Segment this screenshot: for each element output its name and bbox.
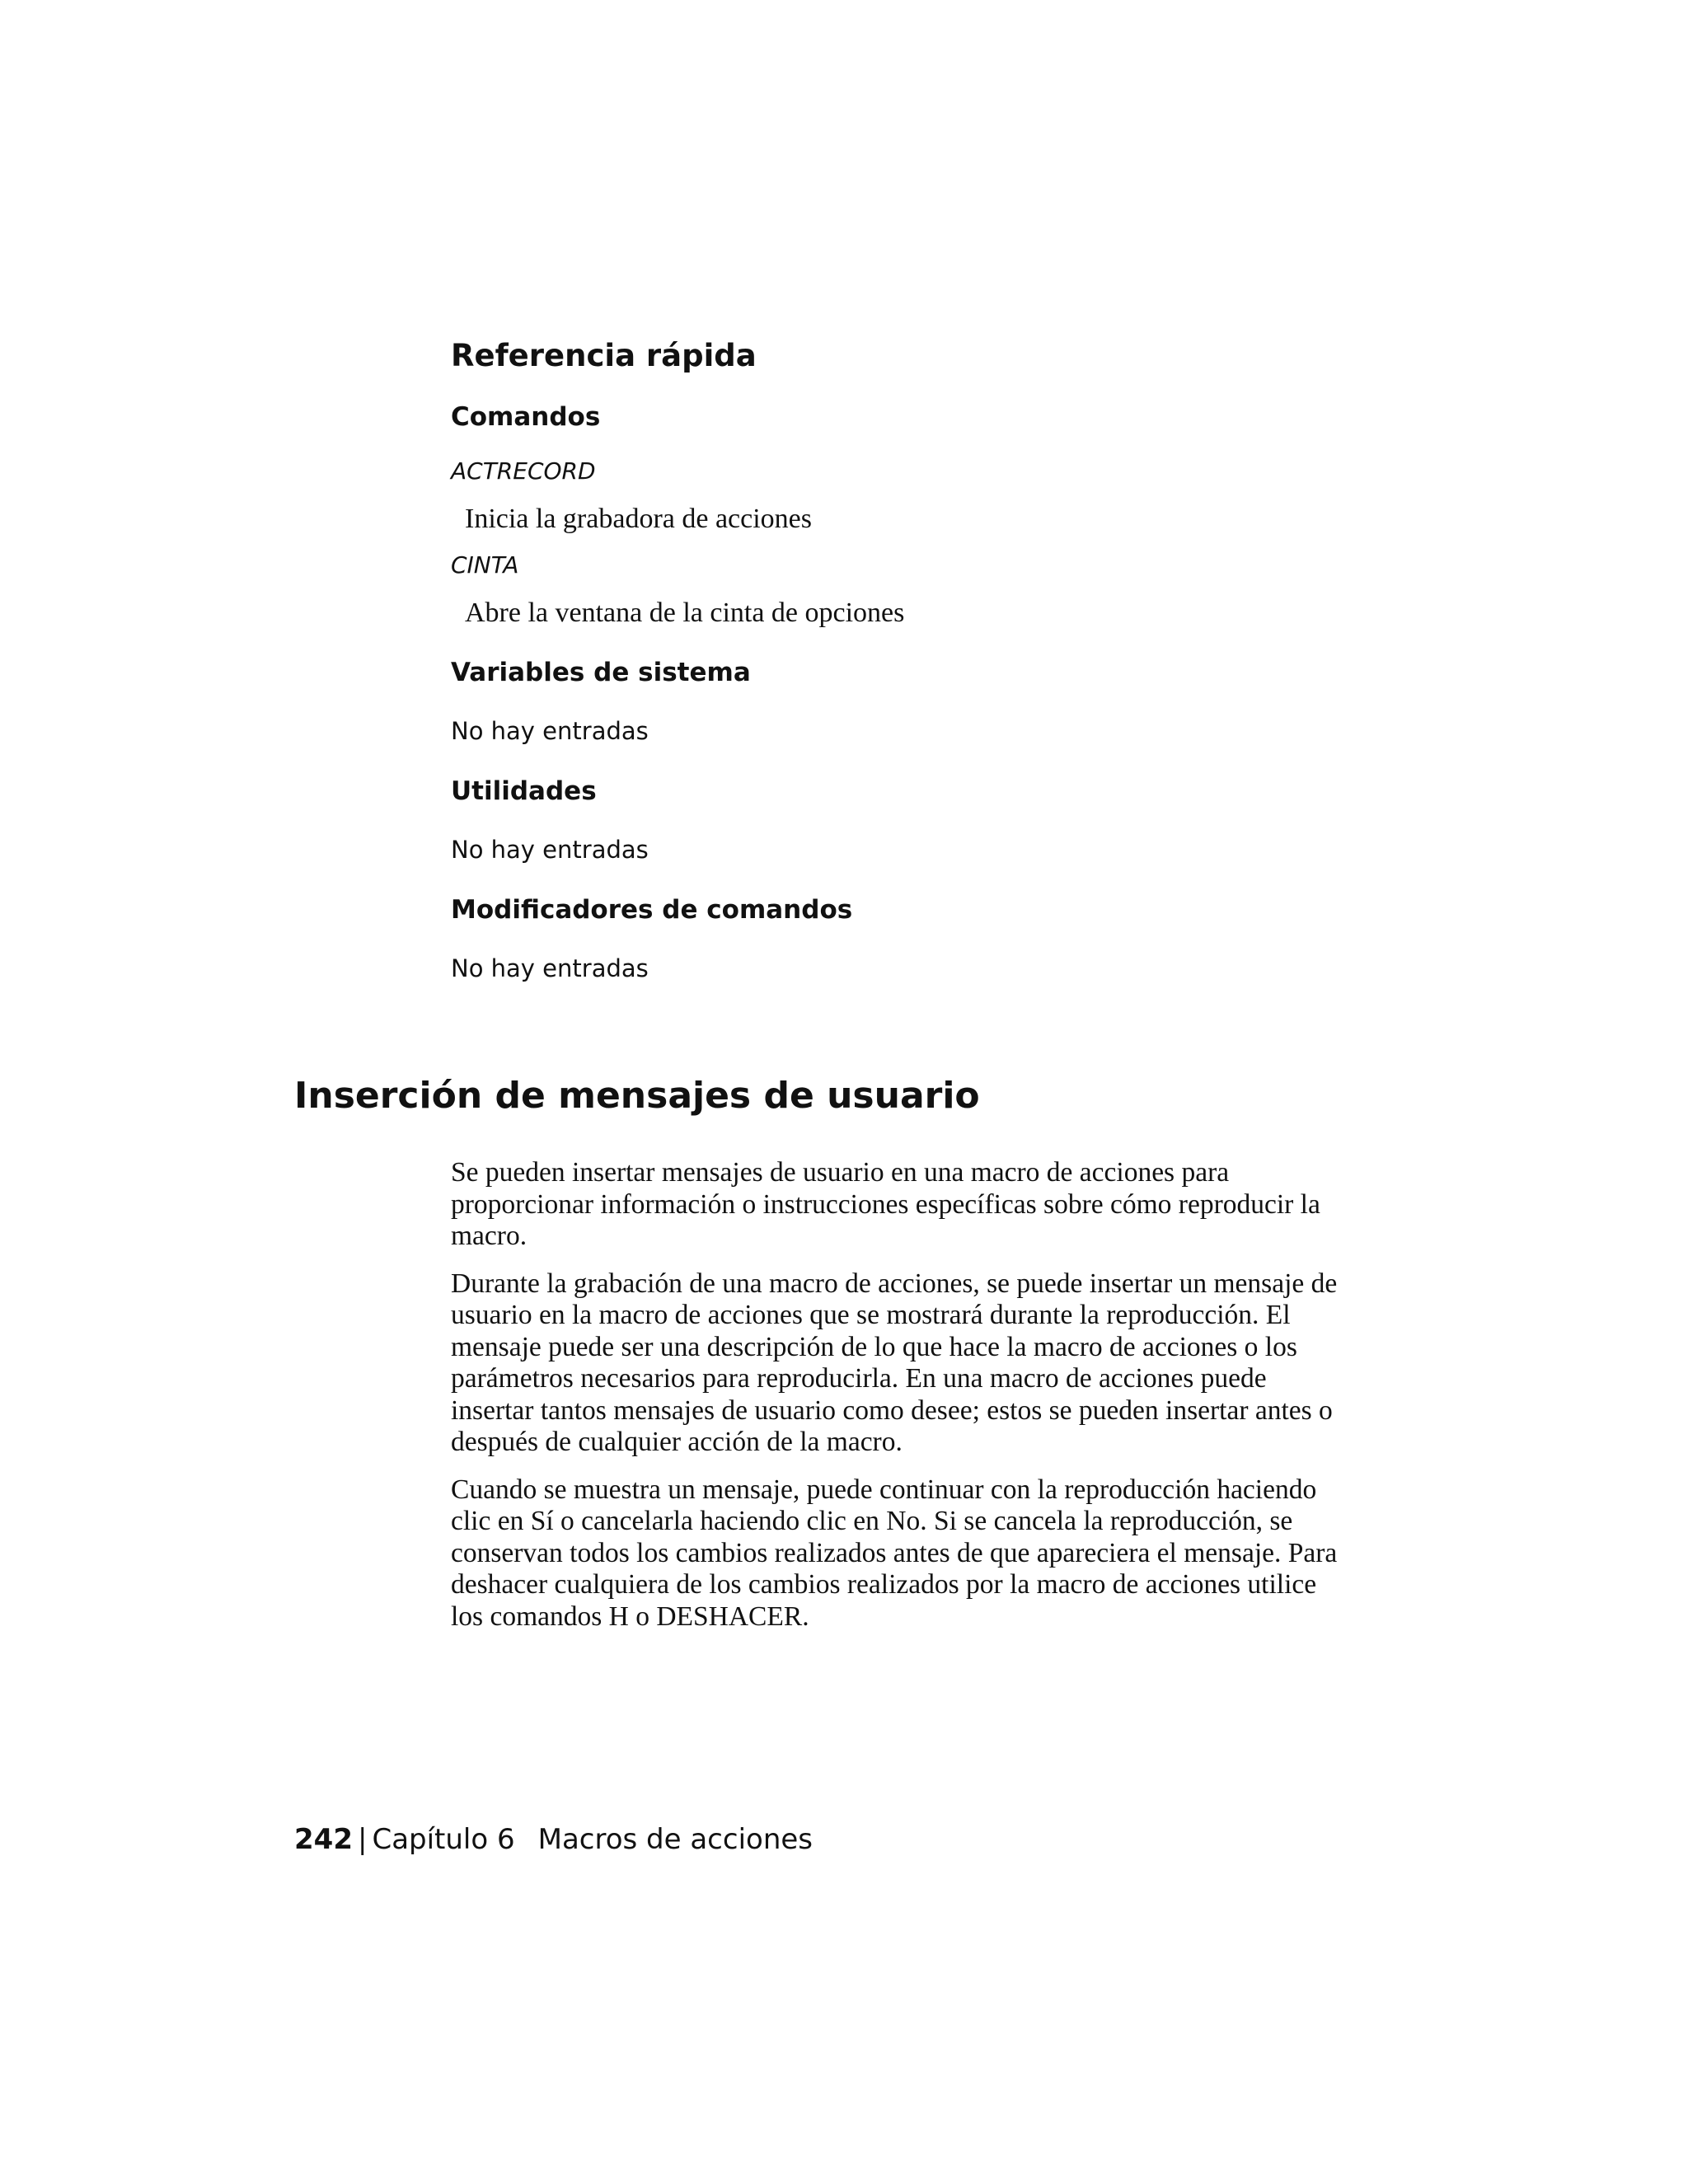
body-paragraph: Se pueden insertar mensajes de usuario en una macro de acciones para proporcionar información o instrucciones específicas sobre cómo reproducir la macro. bbox=[451, 1157, 1320, 1251]
body-paragraph: Durante la grabación de una macro de acciones, se puede insertar un mensaje de usuario en la macro de acciones que se mostrará durante la reproducción. El mensaje puede ser una descripción de lo que hace la macro de acciones o los parámetros necesarios para reproducirla. En una macro de acciones puede insertar tantos mensajes de usuario como desee; estos se pueden insertar antes o después de cualquier acción de la macro. bbox=[451, 1268, 1338, 1457]
command-item bbox=[451, 551, 1341, 631]
command-name: CINTA bbox=[451, 551, 519, 579]
command-description: Abre la ventana de la cinta de opciones bbox=[465, 598, 905, 628]
command-name: ACTRECORD bbox=[451, 457, 596, 485]
chapter-title: Macros de acciones bbox=[537, 1823, 814, 1856]
footer-separator: | bbox=[357, 1823, 368, 1856]
page-number: 242 bbox=[294, 1823, 353, 1856]
system-variables-text: No hay entradas bbox=[451, 717, 649, 745]
quick-reference-title: Referencia rápida bbox=[451, 338, 757, 373]
section-title: Inserción de mensajes de usuario bbox=[294, 1075, 980, 1117]
utilities-text: No hay entradas bbox=[451, 836, 649, 864]
page-footer bbox=[294, 1821, 813, 1858]
command-modifiers-text: No hay entradas bbox=[451, 954, 649, 982]
system-variables-heading: Variables de sistema bbox=[451, 658, 751, 687]
commands-heading: Comandos bbox=[451, 402, 601, 432]
command-item bbox=[451, 457, 1341, 537]
body-paragraph: Cuando se muestra un mensaje, puede continuar con la reproducción haciendo clic en Sí o cancelarla haciendo clic en No. Si se cancela la reproducción, se conservan todos los cambios realizados antes de que apareciera el mensaje. Para deshacer cualquiera de los cambios realizados por la macro de acciones utilice los comandos H o DESHACER. bbox=[451, 1474, 1338, 1632]
command-description: Inicia la grabadora de acciones bbox=[465, 504, 812, 534]
utilities-heading: Utilidades bbox=[451, 776, 597, 806]
chapter-label: Capítulo 6 bbox=[372, 1823, 515, 1856]
section-body bbox=[451, 1157, 1341, 1648]
command-modifiers-heading: Modificadores de comandos bbox=[451, 895, 853, 925]
quick-reference bbox=[451, 336, 1341, 984]
